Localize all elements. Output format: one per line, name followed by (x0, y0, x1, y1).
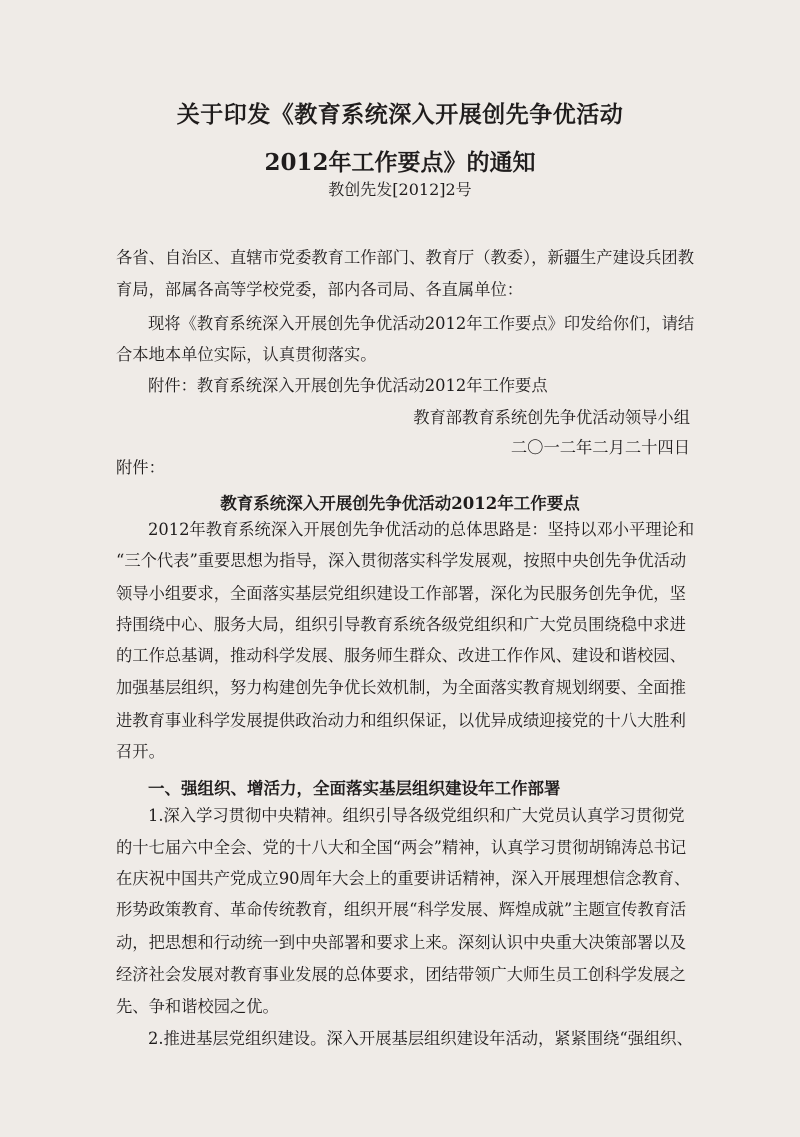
item-1-line: 动，把思想和行动统一到中央部署和要求上来。深刻认识中央重大决策部署以及 (116, 933, 686, 952)
attachment-title: 教育系统深入开展创先争优活动2012年工作要点 (220, 494, 580, 513)
recipients-line-2: 育局，部属各高等学校党委，部内各司局、各直属单位： (116, 280, 524, 299)
item-1-line: 的十七届六中全会、党的十八大和全国“两会”精神，认真学习贯彻胡锦涛总书记 (116, 838, 687, 857)
item-1-line: 在庆祝中国共产党成立90周年大会上的重要讲话精神，深入开展理想信念教育、 (116, 869, 691, 888)
intro-line: 进教育事业科学发展提供政治动力和组织保证，以优异成绩迎接党的十八大胜利 (116, 711, 686, 730)
document-title-line2: 2012年工作要点》的通知 (264, 149, 536, 176)
notice-body-line-1: 现将《教育系统深入开展创先争优活动2012年工作要点》印发给你们，请结 (148, 314, 695, 333)
document-title-line1: 关于印发《教育系统深入开展创先争优活动 (176, 101, 624, 128)
item-1-line: 经济社会发展对教育事业发展的总体要求，团结带领广大师生员工创科学发展之 (116, 965, 686, 984)
section-1-heading: 一、强组织、增活力，全面落实基层组织建设年工作部署 (148, 779, 561, 798)
intro-line: “三个代表”重要思想为指导，深入贯彻落实科学发展观，按照中央创先争优活动 (116, 551, 687, 570)
intro-line: 领导小组要求，全面落实基层党组织建设工作部署，深化为民服务创先争优，坚 (116, 584, 686, 603)
recipients-line-1: 各省、自治区、直辖市党委教育工作部门、教育厅（教委），新疆生产建设兵团教 (116, 248, 694, 267)
attachment-note: 附件：教育系统深入开展创先争优活动2012年工作要点 (148, 376, 548, 395)
intro-line: 的工作总基调，推动科学发展、服务师生群众、改进工作作风、建设和谐校园、 (116, 646, 686, 665)
signature-date: 二〇一二年二月二十四日 (510, 438, 690, 457)
intro-line: 召开。 (116, 742, 165, 761)
document-number: 教创先发[2012]2号 (328, 180, 472, 199)
item-2-line: 2.推进基层党组织建设。深入开展基层组织建设年活动，紧紧围绕“强组织、 (148, 1029, 693, 1048)
notice-body-line-2: 合本地本单位实际，认真贯彻落实。 (116, 345, 377, 364)
signature-organization: 教育部教育系统创先争优活动领导小组 (413, 408, 690, 427)
item-1-line: 先、争和谐校园之优。 (116, 997, 279, 1016)
item-1-line: 形势政策教育、革命传统教育，组织开展“科学发展、辉煌成就”主题宣传教育活 (116, 900, 687, 919)
intro-line: 2012年教育系统深入开展创先争优活动的总体思路是：坚持以邓小平理论和 (148, 520, 695, 539)
attachment-label: 附件： (116, 458, 165, 477)
intro-line: 加强基层组织，努力构建创先争优长效机制，为全面落实教育规划纲要、全面推 (116, 678, 686, 697)
item-1-line: 1.深入学习贯彻中央精神。组织引导各级党组织和广大党员认真学习贯彻党 (148, 806, 685, 825)
intro-line: 持围绕中心、服务大局，组织引导教育系统各级党组织和广大党员围绕稳中求进 (116, 615, 686, 634)
